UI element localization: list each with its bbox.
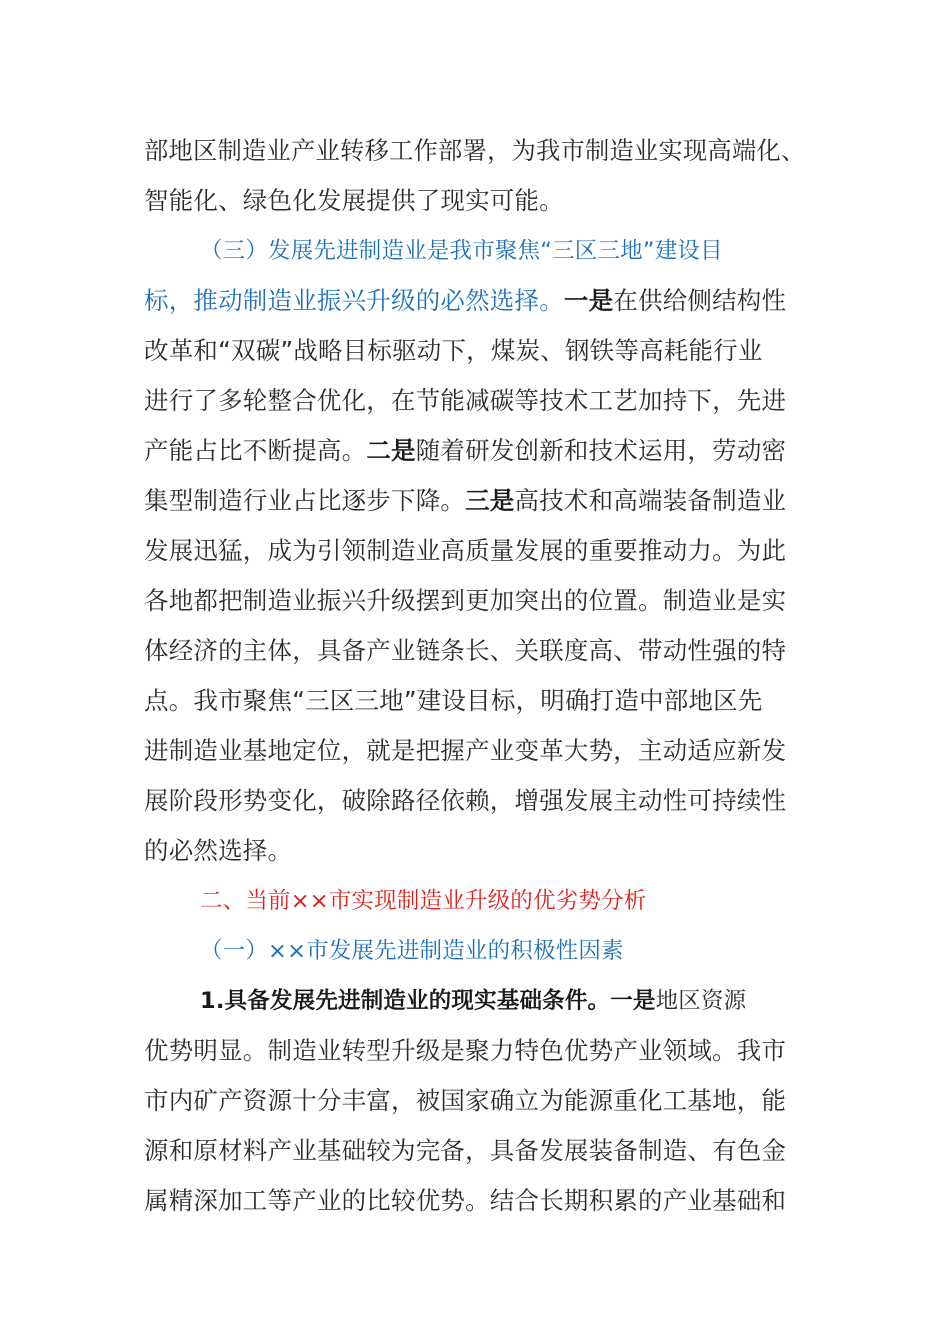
paragraph-line: [144, 134, 804, 168]
body-text: 展阶段形势变化，破除路径依赖，增强发展主动性可持续性: [144, 786, 787, 815]
enumeration-marker: 一是: [563, 286, 614, 315]
section-heading-text: 标，推动制造业振兴升级的必然选择。: [144, 286, 564, 315]
body-text: 改革和“双碳”战略目标驱动下，煤炭、钢铁等高耗能行业: [144, 336, 763, 365]
body-text: 优势明显。制造业转型升级是聚力特色优势产业领域。我市: [144, 1036, 787, 1065]
body-text: 源和原材料产业基础较为完备，具备发展装备制造、有色金: [144, 1136, 787, 1165]
body-text: 点。我市聚焦“三区三地”建设目标，明确打造中部地区先: [144, 686, 763, 715]
body-text: 智能化、绿色化发展提供了现实可能。: [144, 186, 564, 215]
chapter-heading-text: 二、当前××市实现制造业升级的优劣势分析: [200, 888, 647, 914]
paragraph-line: [144, 584, 804, 618]
enumeration-marker: 二是: [366, 436, 416, 465]
item-heading-text: 1.具备发展先进制造业的现实基础条件。: [200, 988, 611, 1014]
paragraph-line: [144, 534, 804, 568]
enumeration-marker: 三是: [465, 486, 515, 515]
body-text: 产能占比不断提高。: [144, 436, 367, 465]
enumeration-marker: 一是: [610, 988, 656, 1014]
body-text: 的必然选择。: [144, 836, 293, 865]
body-text: 在供给侧结构性: [613, 286, 787, 315]
paragraph-line: [144, 334, 804, 368]
paragraph-line: [144, 384, 804, 418]
body-text: 体经济的主体，具备产业链条长、关联度高、带动性强的特: [144, 636, 787, 665]
paragraph-line: [144, 684, 804, 718]
body-text: 高技术和高端装备制造业: [514, 486, 787, 515]
body-text: 进行了多轮整合优化，在节能减碳等技术工艺加持下，先进: [144, 386, 787, 415]
body-text: 部地区制造业产业转移工作部署，为我市制造业实现高端化、: [144, 136, 806, 165]
chapter-heading: [200, 884, 860, 918]
body-text: 地区资源: [655, 988, 747, 1014]
paragraph-line: [144, 1184, 804, 1218]
body-text: 随着研发创新和技术运用，劳动密: [415, 436, 787, 465]
paragraph-line: [144, 784, 804, 818]
paragraph-line: [144, 1084, 804, 1118]
subsection-heading-text: （一）××市发展先进制造业的积极性因素: [200, 938, 624, 964]
paragraph-line: [144, 834, 804, 868]
paragraph-line: [144, 434, 804, 468]
paragraph-line: [144, 634, 804, 668]
section-heading-text: （三）发展先进制造业是我市聚焦“三区三地”建设目: [200, 238, 723, 264]
paragraph-line: [144, 1034, 804, 1068]
section-heading-line: [200, 234, 860, 268]
body-text: 进制造业基地定位，就是把握产业变革大势，主动适应新发: [144, 736, 787, 765]
paragraph-line: [200, 984, 860, 1018]
paragraph-line: [144, 184, 804, 218]
body-text: 属精深加工等产业的比较优势。结合长期积累的产业基础和: [144, 1186, 787, 1215]
paragraph-line: [144, 484, 804, 518]
body-text: 集型制造行业占比逐步下降。: [144, 486, 466, 515]
paragraph-line: [144, 284, 804, 318]
body-text: 市内矿产资源十分丰富，被国家确立为能源重化工基地，能: [144, 1086, 787, 1115]
body-text: 发展迅猛，成为引领制造业高质量发展的重要推动力。为此: [144, 536, 787, 565]
paragraph-line: [144, 1134, 804, 1168]
body-text: 各地都把制造业振兴升级摆到更加突出的位置。制造业是实: [144, 586, 787, 615]
paragraph-line: [144, 734, 804, 768]
subsection-heading: [200, 934, 860, 968]
